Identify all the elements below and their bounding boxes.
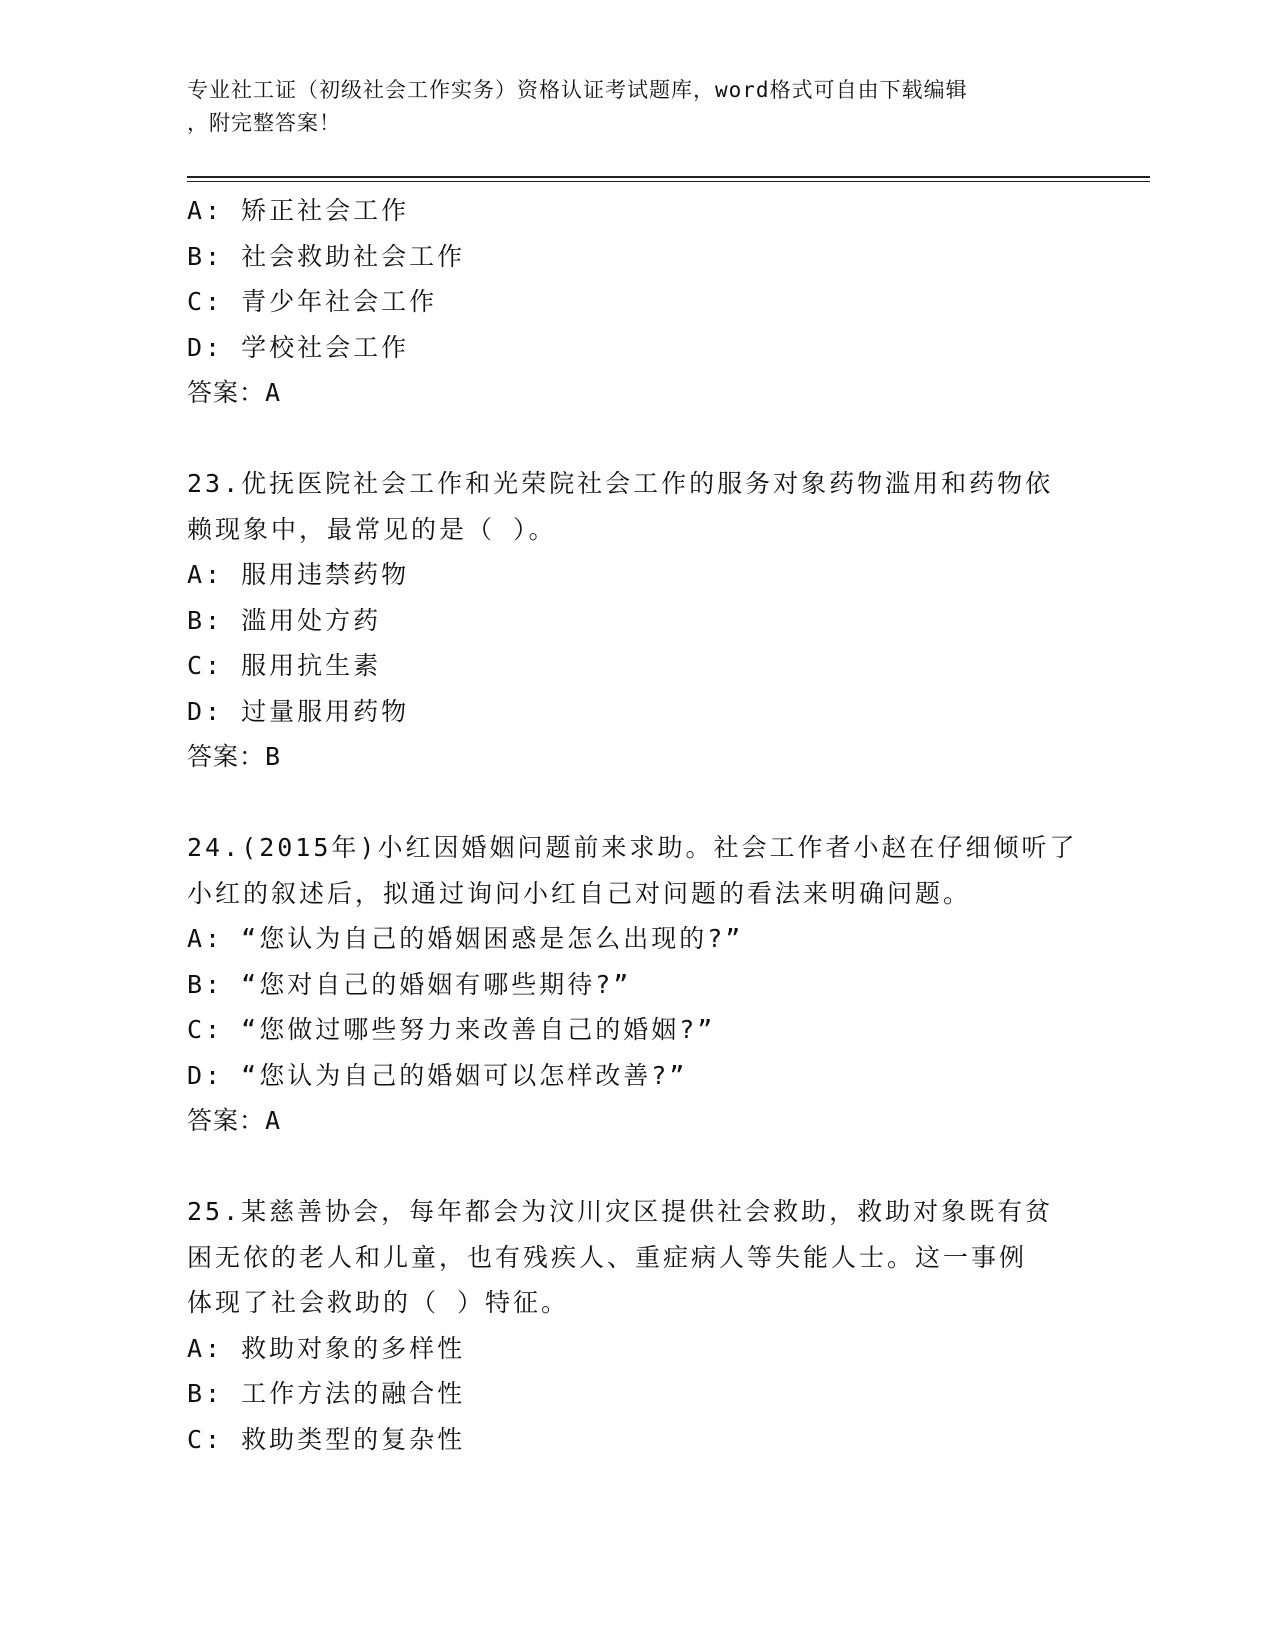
question-text: 小红的叙述后，拟通过询问小红自己对问题的看法来明确问题。 (187, 878, 972, 908)
header-rule-thin (187, 181, 1150, 182)
question-text: 23.优抚医院社会工作和光荣院社会工作的服务对象药物滥用和药物依 (187, 469, 1054, 498)
question-text: 体现了社会救助的（ ）特征。 (187, 1288, 570, 1317)
answer-option: D: 学校社会工作 (187, 332, 410, 362)
answer-option: C: “您做过哪些努力来改善自己的婚姻?” (187, 1015, 716, 1044)
answer-option: C: 救助类型的复杂性 (187, 1424, 466, 1454)
answer-option: B: 滥用处方药 (187, 605, 382, 635)
answer-key: 答案：A (187, 1106, 282, 1135)
question-list (187, 188, 1087, 1462)
answer-option: A: “您认为自己的婚姻困惑是怎么出现的?” (187, 924, 744, 953)
question-text: 25.某慈善协会，每年都会为汶川灾区提供社会救助，救助对象既有贫 (187, 1197, 1054, 1226)
header-line-2: ，附完整答案！ (187, 111, 341, 135)
answer-option: A: 救助对象的多样性 (187, 1333, 466, 1363)
document-header (187, 74, 1087, 140)
question-block (187, 188, 1087, 416)
answer-option: B: 工作方法的融合性 (187, 1379, 466, 1408)
header-line-1: 专业社工证（初级社会工作实务）资格认证考试题库，word格式可自由下载编辑 (187, 78, 968, 102)
answer-key: 答案：B (187, 742, 282, 771)
question-block (187, 416, 1087, 780)
question-text: 24.(2015年)小红因婚姻问题前来求助。社会工作者小赵在仔细倾听了 (187, 833, 1078, 862)
header-rule-thick (187, 176, 1150, 178)
answer-option: D: 过量服用药物 (187, 696, 410, 726)
question-block (187, 1144, 1087, 1463)
answer-option: A: 服用违禁药物 (187, 560, 410, 589)
question-text: 赖现象中，最常见的是（ ）。 (187, 514, 557, 544)
block-spacer (187, 416, 1087, 462)
answer-option: C: 青少年社会工作 (187, 287, 438, 316)
answer-option: A: 矫正社会工作 (187, 196, 410, 225)
answer-option: B: “您对自己的婚姻有哪些期待?” (187, 969, 632, 999)
block-spacer (187, 1144, 1087, 1190)
question-text: 困无依的老人和儿童，也有残疾人、重症病人等失能人士。这一事例 (187, 1242, 1028, 1272)
answer-option: C: 服用抗生素 (187, 651, 382, 680)
question-block (187, 780, 1087, 1144)
answer-key: 答案：A (187, 378, 282, 407)
answer-option: D: “您认为自己的婚姻可以怎样改善?” (187, 1060, 688, 1090)
answer-option: B: 社会救助社会工作 (187, 241, 466, 271)
block-spacer (187, 780, 1087, 826)
